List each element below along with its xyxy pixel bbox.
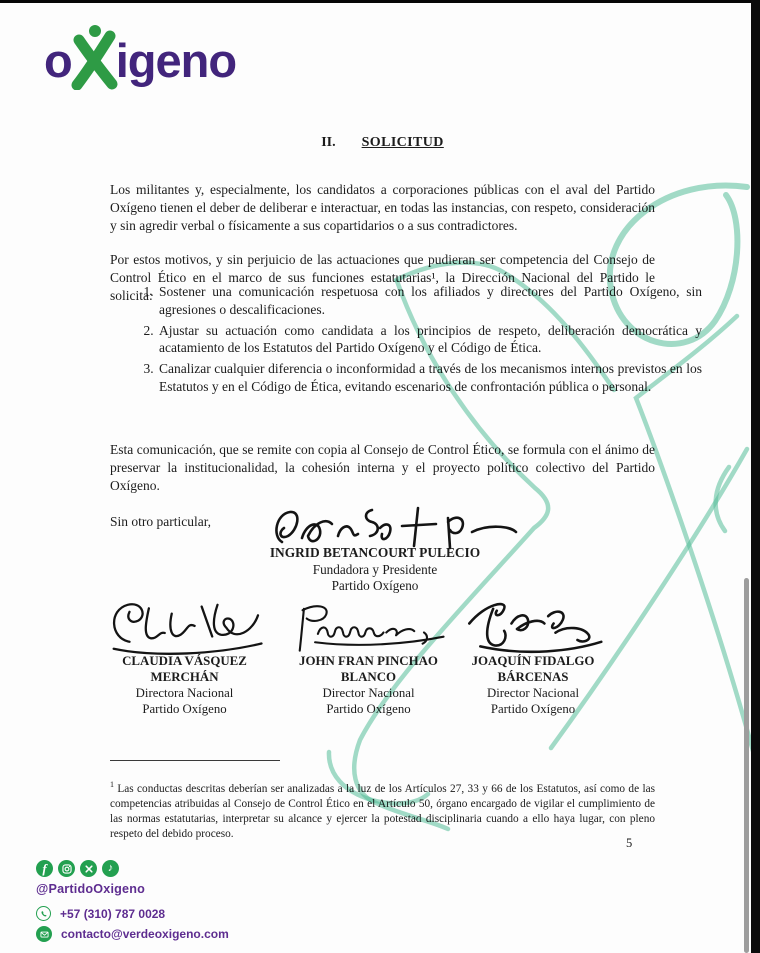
social-handle: @PartidoOxigeno [36, 882, 146, 896]
director-org: Partido Oxígeno [326, 702, 411, 716]
page-number: 5 [626, 836, 633, 850]
top-edge-bar [0, 0, 760, 3]
paragraph-comunicacion: Esta comunicación, que se remite con copia al Consejo de Control Ético, se formula con el ánimo de preservar la institucionalidad, la cohesión interna y el proyecto político colectivo del Partido Oxígeno. [110, 441, 655, 494]
paragraph-militantes: Los militantes y, especialmente, los candidatos a corporaciones públicas con el aval del Partido Oxígeno tienen el deber de deliberar e interactuar, en todas las instancias, con respeto, consideración y sin agredir verbal o físicamente a sus copartidarios o a sus contradictores. [110, 181, 655, 234]
director-block-john [276, 596, 461, 717]
list-item-3: 3. Canalizar cualquier diferencia o inconformidad a través de los mecanismos internos previstos en los Estatutos y en el Código de Ética, evitando escenarios de confrontación pública o personal. [157, 360, 702, 396]
signature-joaquin [448, 596, 618, 662]
director-org: Partido Oxígeno [142, 702, 227, 716]
footnote-marker: 1 [110, 780, 114, 790]
scrollbar-thumb[interactable] [744, 578, 749, 953]
director-block-claudia [92, 596, 277, 717]
signature-claudia [92, 596, 277, 662]
section-title-text: SOLICITUD [361, 135, 444, 150]
director-role: Directora Nacional [135, 686, 234, 700]
phone-row [36, 906, 165, 921]
email-icon [36, 926, 52, 942]
director-role: Director Nacional [486, 686, 580, 700]
logo-text-before: o [44, 34, 72, 87]
footnote-text: $^1$ Las conductas descritas deberían ser analizadas a la luz de los Artículos 27, 33 y 66 de los Estatutos, así como de las competencias atribuidas al Consejo de Control Ético en el Artículo 50, órgano encargado de vigilar el cumplimiento de las normas estatutarias, interpretar su alcance y ejercer la potestad disciplinaria cuando a ello haya lugar, con pleno respeto del debido proceso. [110, 780, 655, 840]
oxigeno-logo [44, 24, 236, 97]
section-numeral: II. [321, 135, 336, 150]
director-name-line1: CLAUDIA VÁSQUEZ [122, 654, 247, 668]
facebook-icon: f [36, 860, 53, 877]
solicitud-list [110, 283, 702, 399]
right-edge-bar [751, 0, 760, 953]
director-name-line2: MERCHÁN [150, 669, 219, 684]
social-icons-row [36, 860, 119, 877]
logo-text-after: igeno [115, 34, 237, 87]
logo-x-person-icon [68, 24, 120, 97]
signature-john [276, 596, 461, 662]
director-role: Director Nacional [322, 686, 415, 700]
email-row [36, 926, 229, 942]
paragraph-motivos: Por estos motivos, y sin perjuicio de las actuaciones que pudieran ser competencia del Consejo de Control Ético en el marco de sus funciones estatutarias¹, la Dirección Nacional del Partido le solicita: [110, 251, 655, 304]
whatsapp-icon [36, 906, 51, 921]
list-item-1: 1. Sostener una comunicación respetuosa con los afiliados y directores del Partido Oxígeno, sin agresiones o descalificaciones. [157, 283, 702, 319]
president-role: Fundadora y Presidente [312, 561, 438, 577]
instagram-icon [58, 860, 75, 877]
president-org: Partido Oxígeno [331, 578, 419, 593]
x-icon [80, 860, 97, 877]
director-name-line2: BÁRCENAS [497, 669, 569, 684]
list-item-2: 2. Ajustar su actuación como candidata a los principios de respeto, deliberación democrática y acatamiento de los Estatutos del Partido Oxígeno y el Código de Ética. [157, 322, 702, 358]
section-title [110, 135, 655, 151]
director-name-line2: BLANCO [340, 669, 397, 684]
director-name-line1: JOAQUÍN FIDALGO [471, 654, 595, 668]
director-name-line1: JOHN FRAN PINCHAO [299, 654, 438, 668]
phone-number: +57 (310) 787 0028 [60, 906, 166, 921]
president-name: INGRID BETANCOURT PULECIO [269, 545, 481, 560]
email-address: contacto@verdeoxigeno.com [61, 927, 229, 941]
president-signatory-block [210, 545, 540, 595]
tiktok-icon: ♪ [102, 860, 119, 877]
director-block-joaquin [448, 596, 618, 717]
footnote-separator [110, 760, 280, 761]
farewell-line: Sin otro particular, [110, 513, 212, 529]
director-org: Partido Oxígeno [490, 702, 576, 716]
